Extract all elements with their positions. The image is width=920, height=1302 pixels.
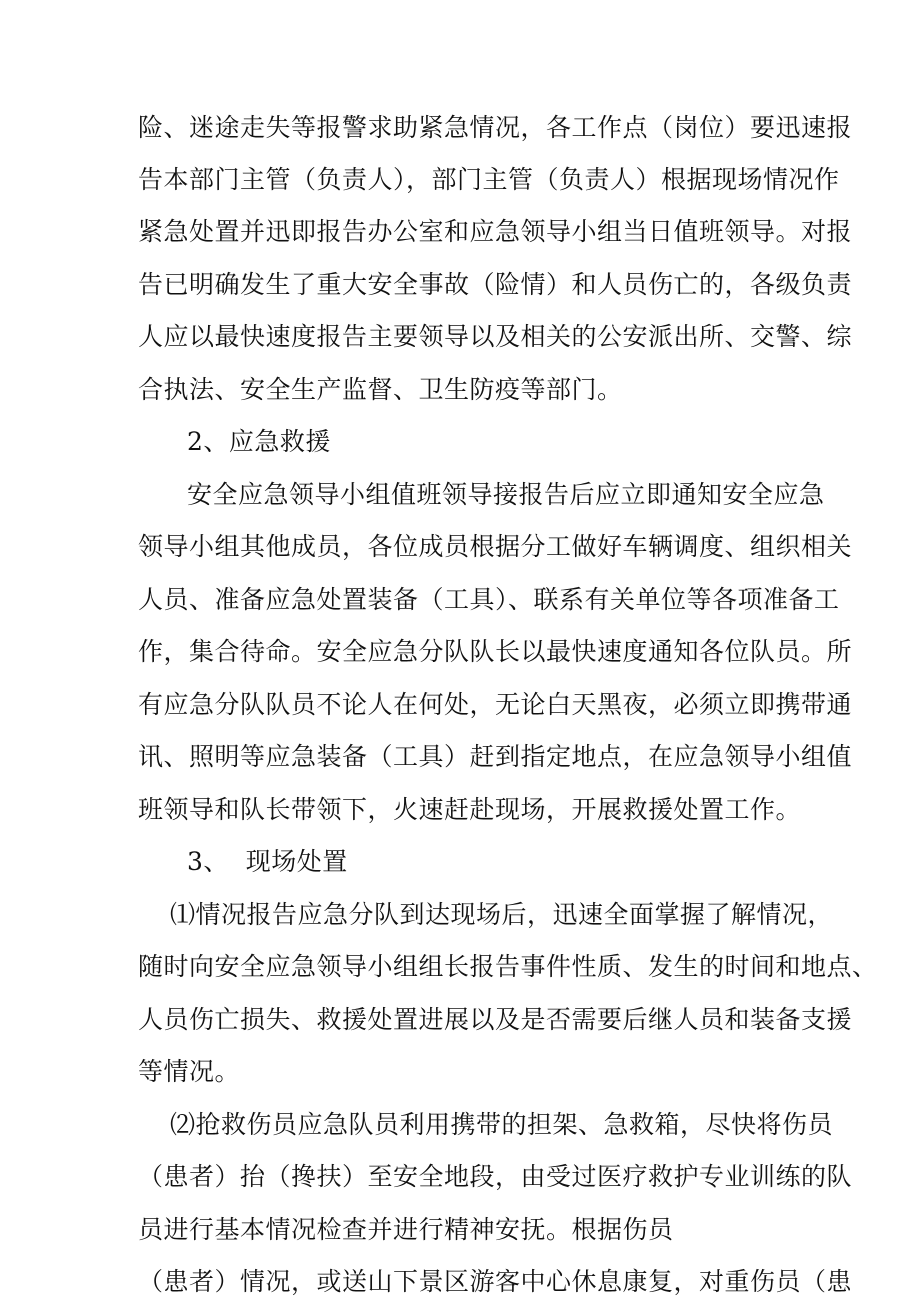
- paragraph-2-line: 安全应急领导小组值班领导接报告后应立即通知安全应急: [187, 480, 825, 509]
- paragraph-3-line: 随时向安全应急领导小组组长报告事件性质、发生的时间和地点、: [138, 952, 878, 981]
- paragraph-2-line: 人员、准备应急处置装备（工具）、联系有关单位等各项准备工: [138, 585, 840, 614]
- paragraph-2-line: 领导小组其他成员，各位成员根据分工做好车辆调度、组织相关: [138, 532, 853, 561]
- paragraph-3-line: 人员伤亡损失、救援处置进展以及是否需要后继人员和装备支援: [138, 1005, 853, 1034]
- paragraph-3-line: ⑴情况报告应急分队到达现场后，迅速全面掌握了解情况，: [170, 900, 834, 929]
- paragraph-2-line: 班领导和队长带领下，火速赶赴现场，开展救援处置工作。: [138, 795, 802, 824]
- paragraph-4-line: （患者）抬（搀扶）至安全地段，由受过医疗救护专业训练的队: [138, 1162, 853, 1191]
- paragraph-1-line: 险、迷途走失等报警求助紧急情况，各工作点（岗位）要迅速报: [138, 113, 853, 142]
- paragraph-1-line: 告本部门主管（负责人），部门主管（负责人）根据现场情况作: [138, 165, 840, 194]
- paragraph-1-line: 告已明确发生了重大安全事故（险情）和人员伤亡的，各级负责: [138, 270, 853, 299]
- section-heading-on-site-handling: 3、 现场处置: [187, 847, 348, 876]
- paragraph-2-line: 作，集合待命。安全应急分队队长以最快速度通知各位队员。所: [138, 637, 853, 666]
- paragraph-4-line: 员进行基本情况检查并进行精神安抚。根据伤员: [138, 1215, 674, 1244]
- paragraph-4-line: （患者）情况，或送山下景区游客中心休息康复，对重伤员（患: [138, 1267, 853, 1296]
- paragraph-2-line: 讯、照明等应急装备（工具）赶到指定地点，在应急领导小组值: [138, 742, 853, 771]
- paragraph-1-line: 人应以最快速度报告主要领导以及相关的公安派出所、交警、综: [138, 322, 853, 351]
- paragraph-2-line: 有应急分队队员不论人在何处，无论白天黑夜，必须立即携带通: [138, 690, 853, 719]
- paragraph-3-line: 等情况。: [138, 1057, 241, 1086]
- section-heading-emergency-rescue: 2、应急救援: [187, 427, 331, 456]
- paragraph-1-line: 合执法、安全生产监督、卫生防疫等部门。: [138, 375, 623, 404]
- paragraph-1-line: 紧急处置并迅即报告办公室和应急领导小组当日值班领导。对报: [138, 217, 853, 246]
- paragraph-4-line: ⑵抢救伤员应急队员利用携带的担架、急救箱，尽快将伤员: [170, 1110, 834, 1139]
